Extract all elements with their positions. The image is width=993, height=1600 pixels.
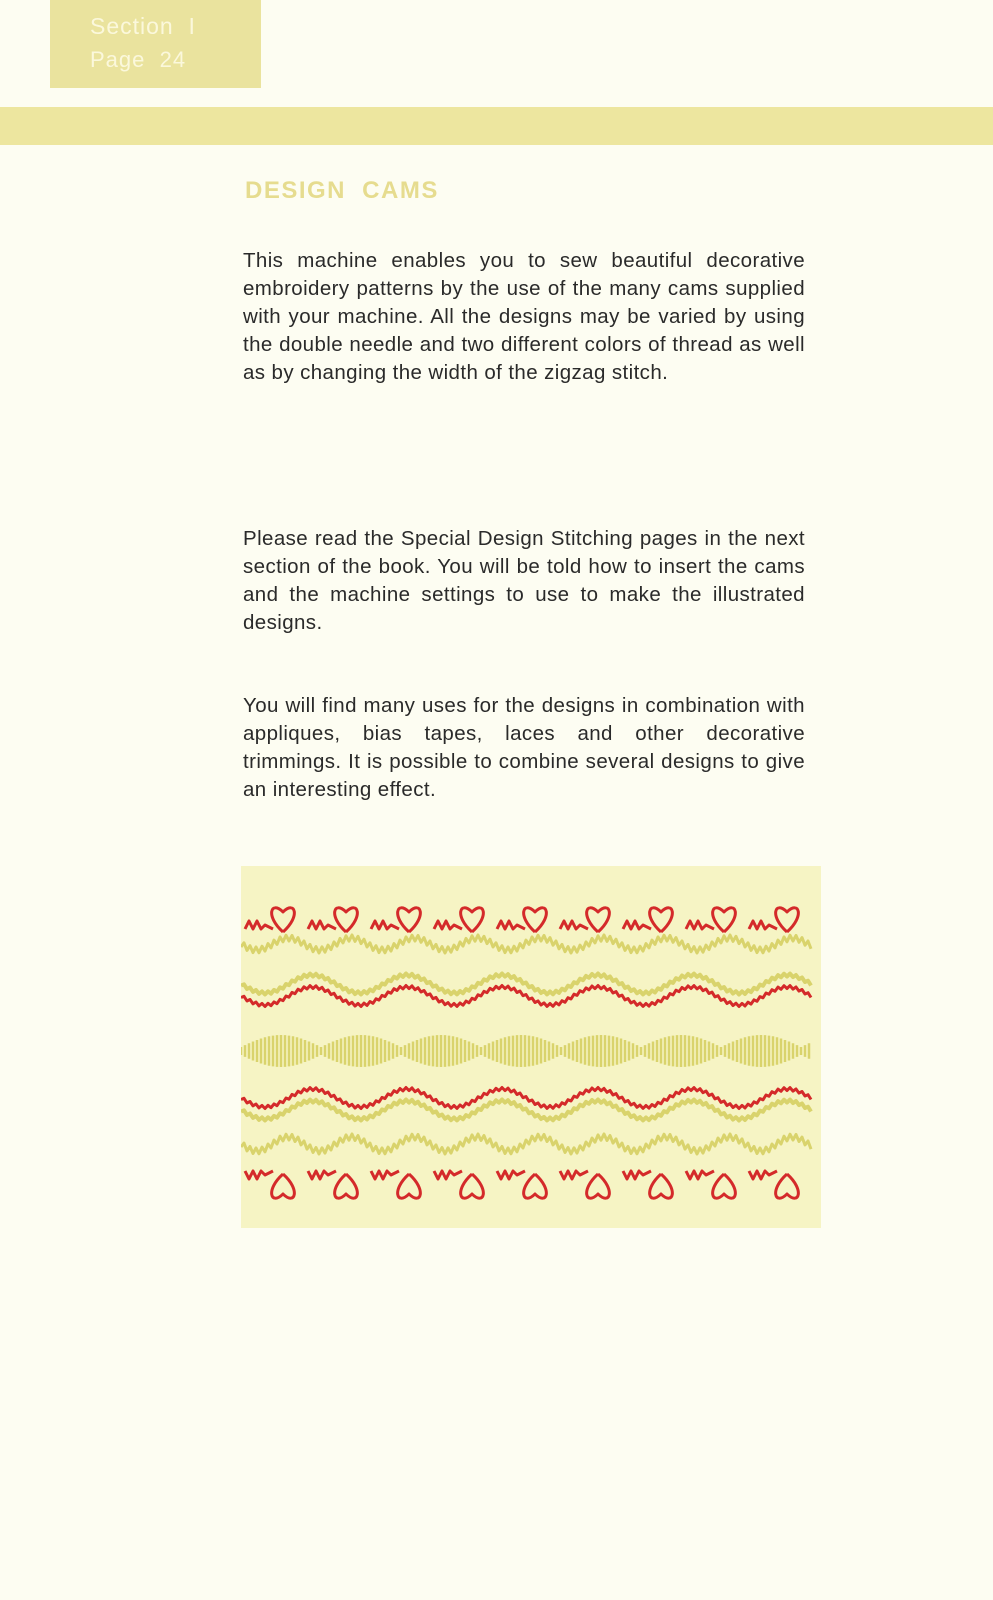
section-label: Section I <box>90 13 196 39</box>
heart-stitch-row <box>245 908 798 932</box>
header-band <box>0 107 993 145</box>
intro-paragraph: This machine enables you to sew beautiful decorative embroidery patterns by the use of the many cams supplied with your machine. All the designs may be varied by using the double needle and two different colors of thread as well as by changing the width of the zigzag stitch. <box>243 249 805 384</box>
yellow-wave-row <box>241 1134 811 1154</box>
instructions-paragraph: Please read the Special Design Stitching pages in the next section of the book. You will be told how to insert the cams and the machine settings to use to make the illustrated designs. <box>243 527 805 634</box>
satin-stitch-row <box>241 1035 809 1067</box>
embroidery-stitch-sample <box>241 866 821 1228</box>
page-title: DESIGN CAMS <box>245 177 439 204</box>
page-label: Page 24 <box>90 47 187 72</box>
embroidery-sample-image <box>241 866 821 1228</box>
heart-stitch-row-inverted <box>245 1171 798 1198</box>
yellow-wave-row <box>241 935 811 953</box>
section-tab <box>50 0 261 88</box>
uses-paragraph: You will find many uses for the designs in combination with appliques, bias tapes, laces and other decorative trimmings. It is possible to combine several designs to give an interesting effect. <box>243 694 805 801</box>
